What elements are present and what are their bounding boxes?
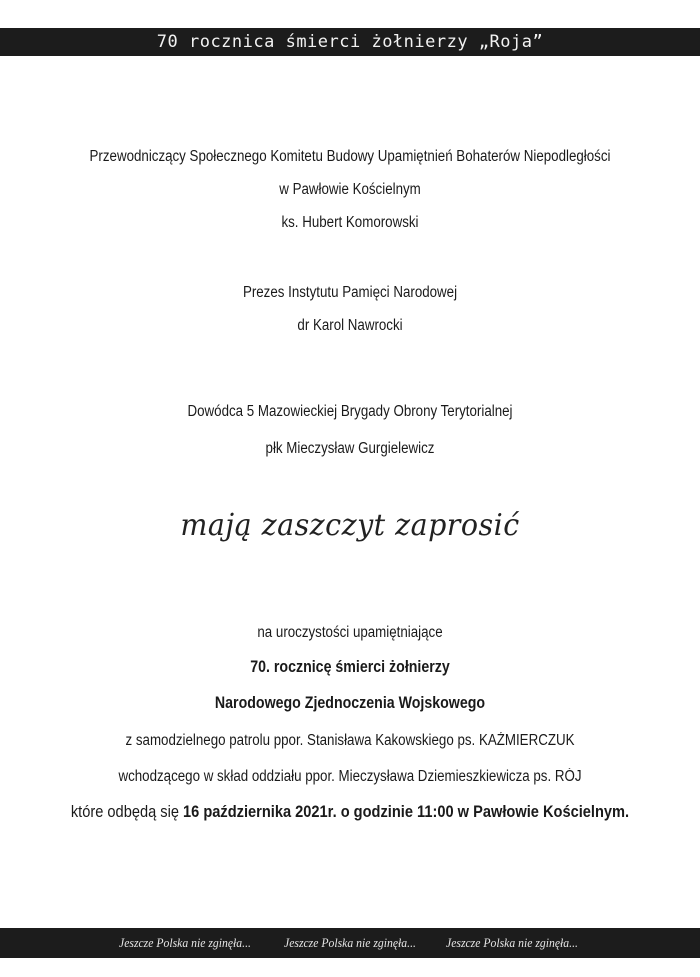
footer-anthem-2: Jeszcze Polska nie zginęła... bbox=[284, 935, 416, 950]
host-3-name: płk Mieczysław Gurgielewicz bbox=[265, 440, 435, 457]
header-title: 70 rocznica śmierci żołnierzy „Roja” bbox=[156, 32, 544, 52]
host-1-name: ks. Hubert Komorowski bbox=[281, 214, 419, 231]
event-when bbox=[49, 802, 651, 822]
event-title-line-1: 70. rocznicę śmierci żołnierzy bbox=[250, 658, 450, 676]
footer-anthem-3: Jeszcze Polska nie zginęła... bbox=[446, 935, 578, 950]
footer-bar bbox=[0, 928, 700, 958]
invitation-phrase: mają zaszczyt zaprosić bbox=[180, 508, 520, 543]
host-1-role: Przewodniczący Społecznego Komitetu Budowy Upamiętnień Bohaterów Niepodległości bbox=[89, 148, 611, 165]
header-bar bbox=[0, 28, 700, 56]
event-detail-line-1: z samodzielnego patrolu ppor. Stanisława Kakowskiego ps. KAŹMIERCZUK bbox=[125, 732, 575, 749]
host-2-name: dr Karol Nawrocki bbox=[297, 317, 403, 334]
footer-anthem-1: Jeszcze Polska nie zginęła... bbox=[119, 935, 251, 950]
event-detail-line-2: wchodzącego w skład oddziału ppor. Mieczysława Dziemieszkiewicza ps. RÓJ bbox=[118, 768, 582, 785]
event-when-prefix: które odbędą się bbox=[70, 802, 184, 821]
host-1-place: w Pawłowie Kościelnym bbox=[279, 181, 421, 198]
host-2-role: Prezes Instytutu Pamięci Narodowej bbox=[242, 284, 458, 301]
host-3-role: Dowódca 5 Mazowieckiej Brygady Obrony Terytorialnej bbox=[187, 403, 513, 420]
event-intro: na uroczystości upamiętniające bbox=[257, 624, 443, 641]
event-title-line-2: Narodowego Zjednoczenia Wojskowego bbox=[214, 694, 486, 712]
event-when-details: 16 października 2021r. o godzinie 11:00 w Pawłowie Kościelnym. bbox=[183, 802, 630, 821]
